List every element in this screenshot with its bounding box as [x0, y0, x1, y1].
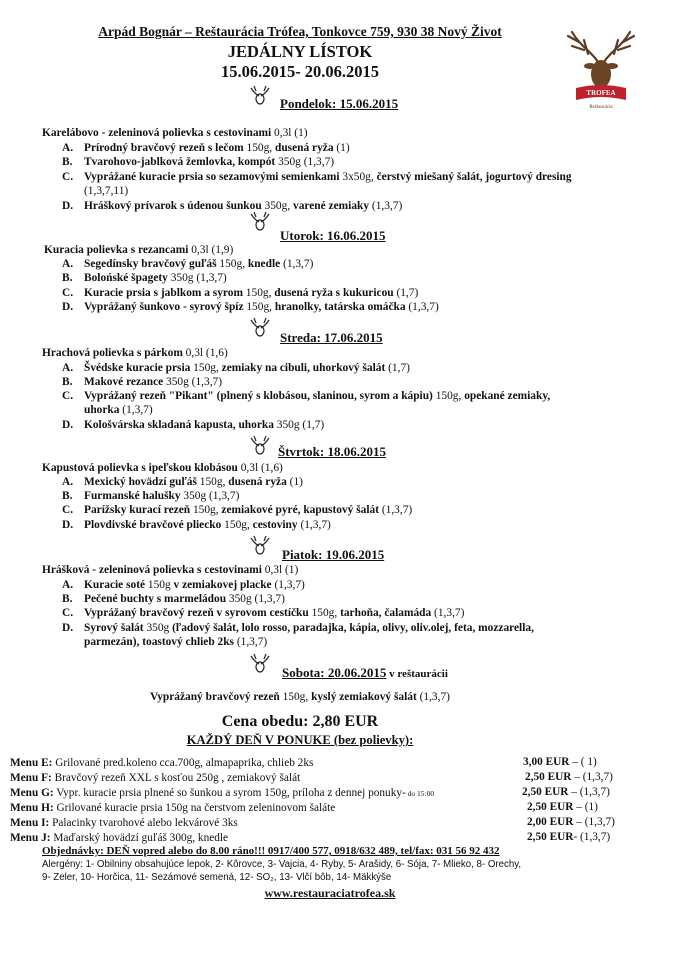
restaurant-address: Arpád Bognár – Reštaurácia Trófea, Tonkovce 759, 930 38 Nový Život: [98, 24, 502, 39]
menu-item-j: Menu J: Maďarský hovädzí guľáš 300g, knedle: [10, 832, 229, 844]
dish-monday-c: C. Vyprážané kuracie prsia so sezamovými semienkami 3x50g, čerstvý miešaný šalát, jogurtový dresing: [62, 171, 572, 183]
soup-thursday: Kapustová polievka s ipeľskou klobásou 0,3l (1,6): [42, 462, 283, 474]
logo-subtext: Reštaurácia: [589, 105, 613, 110]
menu-date-range: 15.06.2015- 20.06.2015: [220, 62, 380, 81]
dish-friday-a: A. Kuracie soté 150g v zemiakovej placke (1,3,7): [62, 579, 305, 591]
dish-thursday-b: B. Furmanské halušky 350g (1,3,7): [62, 490, 240, 502]
deer-ornament-icon: [247, 534, 273, 556]
dish-wednesday-a: A. Švédske kuracie prsia 150g, zemiaky na cibuli, uhorkový šalát (1,7): [62, 362, 410, 374]
soup-tuesday: Kuracia polievka s rezancami 0,3l (1,9): [44, 244, 234, 256]
dish-tuesday-b: B. Bolońské špagety 350g (1,3,7): [62, 272, 227, 284]
order-info: Objednávky: DEŇ vopred alebo do 8.00 ráno!!! 0917/400 577, 0918/632 489, tel/fax: 031 56 92 432: [42, 845, 500, 857]
dish-wednesday-c-line2: uhorka (1,3,7): [84, 404, 153, 416]
menu-price-h: 2,50 EUR – (1): [527, 801, 598, 813]
soup-friday: Hrášková - zeleninová polievka s cestovinami 0,3l (1): [42, 564, 299, 576]
menu-price-e: 3,00 EUR – ( 1): [523, 756, 597, 768]
dish-thursday-a: A. Mexický hovädzí guľáš 150g, dusená ryža (1): [62, 476, 303, 488]
dish-friday-d-line2: parmezán), toastový chlieb 2ks (1,3,7): [84, 636, 268, 648]
allergens-legend-line1: Alergény: 1- Obilniny obsahujúce lepok, 2- Kôrovce, 3- Vajcia, 4- Ryby, 5- Arašidy, 6- Sója, 7- Mlieko, 8- Orechy,: [42, 859, 522, 870]
day-heading-wednesday: Streda: 17.06.2015: [280, 330, 383, 345]
every-day-heading: KAŽDÝ DEŇ V PONUKE (bez polievky):: [186, 733, 414, 747]
dish-monday-b: B. Tvarohovo-jablková žemlovka, kompót 350g (1,3,7): [62, 156, 335, 168]
dish-monday-d: D. Hráškový prívarok s údenou šunkou 350g, varené zemiaky (1,3,7): [62, 200, 403, 212]
dish-friday-b: B. Pečené buchty s marmeládou 350g (1,3,7): [62, 593, 285, 605]
logo-text: TROFEA: [586, 89, 616, 97]
dish-tuesday-d: D. Vyprážaný šunkovo - syrový špíz 150g, hranolky, tatárska omáčka (1,3,7): [62, 301, 439, 313]
dish-wednesday-d: D. Kološvárska skladaná kapusta, uhorka 350g (1,7): [62, 419, 325, 431]
menu-title: JEDÁLNY LÍSTOK: [227, 42, 373, 61]
soup-monday: Karelábovo - zeleninová polievka s cestovinami 0,3l (1): [42, 127, 308, 139]
dish-friday-c: C. Vyprážaný bravčový rezeň v syrovom cestíčku 150g, tarhoňa, čalamáda (1,3,7): [62, 607, 465, 619]
menu-item-g: Menu G: Vypr. kuracie prsia plnené so šunkou a syrom 150g, príloha z dennej ponuky- do 15:00: [10, 787, 435, 799]
menu-price-j: 2,50 EUR- (1,3,7): [527, 831, 611, 843]
deer-ornament-icon: [247, 84, 273, 106]
dish-wednesday-b: B. Makové rezance 350g (1,3,7): [62, 376, 223, 388]
deer-ornament-icon: [247, 434, 273, 456]
menu-item-i: Menu I: Palacinky tvarohové alebo lekvárové 3ks: [10, 817, 238, 829]
day-heading-tuesday: Utorok: 16.06.2015: [280, 228, 386, 243]
soup-wednesday: Hrachová polievka s párkom 0,3l (1,6): [42, 347, 228, 359]
menu-item-e: Menu E: Grilované pred.koleno cca.700g, almapaprika, chlieb 2ks: [10, 757, 314, 769]
dish-friday-d: D. Syrový šalát 350g (ľadový šalát, lolo rosso, paradajka, kápia, olivy, oliv.olej, feta, mozzarella,: [62, 622, 534, 634]
dish-wednesday-c: C. Vyprážaný rezeň "Pikant" (plnený s klobásou, slaninou, syrom a kápiu) 150g, opekané zemiaky,: [62, 390, 551, 402]
menu-price-f: 2,50 EUR – (1,3,7): [525, 771, 613, 783]
dish-thursday-d: D. Plovdivské bravčové pliecko 150g, cestoviny (1,3,7): [62, 519, 331, 531]
menu-item-h: Menu H: Grilované kuracie prsia 150g na čerstvom zeleninovom šaláte: [10, 802, 336, 814]
website-link[interactable]: www.restauraciatrofea.sk: [264, 886, 396, 900]
menu-item-f: Menu F: Bravčový rezeň XXL s kosťou 250g , zemiakový šalát: [10, 772, 301, 784]
dish-monday-a: A. Prírodný bravčový rezeň s lečom 150g, dusená ryža (1): [62, 142, 350, 154]
menu-price-i: 2,00 EUR – (1,3,7): [527, 816, 615, 828]
trofea-logo: [562, 22, 640, 116]
dish-thursday-c: C. Parížsky kurací rezeň 150g, zemiakové pyré, kapustový šalát (1,3,7): [62, 504, 413, 516]
deer-ornament-icon: [247, 210, 273, 232]
menu-price-g: 2,50 EUR – (1,3,7): [522, 786, 610, 798]
deer-ornament-icon: [247, 652, 273, 674]
dish-saturday: Vyprážaný bravčový rezeň 150g, kyslý zemiakový šalát (1,3,7): [150, 691, 450, 703]
day-heading-monday: Pondelok: 15.06.2015: [280, 96, 399, 111]
lunch-price: Cena obedu: 2,80 EUR: [221, 713, 379, 730]
day-heading-friday: Piatok: 19.06.2015: [282, 547, 385, 562]
deer-ornament-icon: [247, 316, 273, 338]
dish-tuesday-a: A. Segedínsky bravčový guľáš 150g, knedle (1,3,7): [62, 258, 314, 270]
dish-tuesday-c: C. Kuracie prsia s jablkom a syrom 150g, dusená ryža s kukuricou (1,7): [62, 287, 419, 299]
dish-monday-c-allergens: (1,3,7,11): [84, 185, 129, 197]
day-heading-thursday: Štvrtok: 18.06.2015: [278, 444, 386, 459]
day-heading-saturday: Sobota: 20.06.2015 v reštaurácii: [282, 665, 448, 680]
allergens-legend-line2: 9- Zeler, 10- Horčica, 11- Sezámové semená, 12- SO₂, 13- Vlčí bôb, 14- Mäkkýše: [42, 872, 392, 883]
